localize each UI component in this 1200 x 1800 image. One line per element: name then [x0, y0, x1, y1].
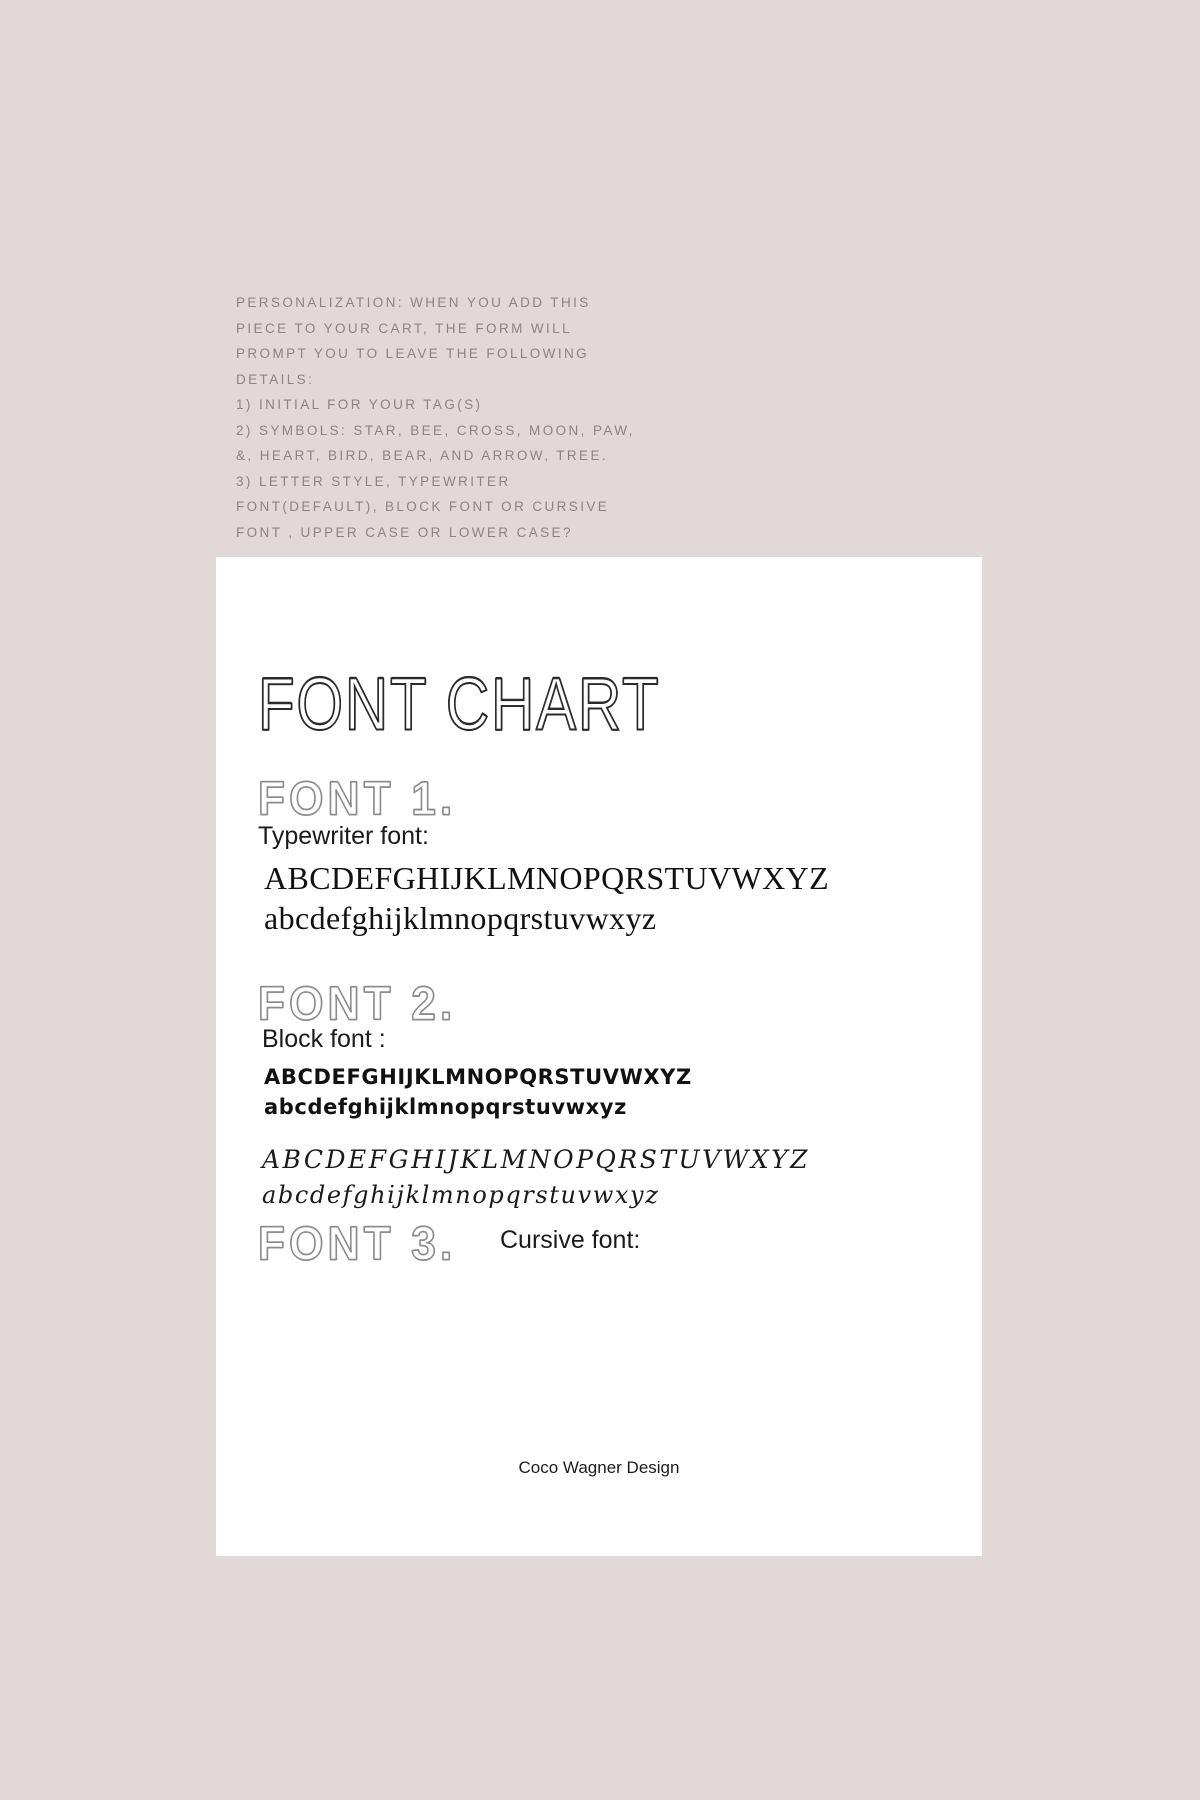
note-line: 2) SYMBOLS: STAR, BEE, CROSS, MOON, PAW, [236, 422, 635, 438]
font-1-badge: FONT 1. [258, 772, 457, 825]
note-line: 3) LETTER STYLE, TYPEWRITER [236, 473, 511, 489]
font-2-badge: FONT 2. [258, 977, 457, 1030]
note-line: FONT , UPPER CASE OR LOWER CASE? [236, 524, 573, 540]
page-title: FONT CHART [258, 663, 661, 746]
font-1-lowercase-sample: abcdefghijklmnopqrstuvwxyz [264, 900, 657, 936]
personalization-note [236, 290, 776, 545]
note-line: &, HEART, BIRD, BEAR, AND ARROW, TREE. [236, 448, 609, 463]
note-line: FONT(DEFAULT), BLOCK FONT OR CURSIVE [236, 499, 610, 514]
note-line: 1) INITIAL FOR YOUR TAG(S) [236, 397, 483, 412]
font-1-uppercase-sample: ABCDEFGHIJKLMNOPQRSTUVWXYZ [264, 860, 830, 896]
font-3-label: Cursive font: [500, 1226, 641, 1254]
note-line: DETAILS: [236, 371, 315, 387]
note-line: PIECE TO YOUR CART, THE FORM WILL [236, 320, 573, 336]
font-2-label: Block font : [262, 1025, 386, 1053]
font-2-uppercase-sample: ABCDEFGHIJKLMNOPQRSTUVWXYZ [264, 1065, 692, 1089]
footer-credit: Coco Wagner Design [518, 1458, 680, 1477]
font-1-label: Typewriter font: [258, 822, 429, 850]
font-chart-card [216, 557, 982, 1556]
font-3-badge: FONT 3. [258, 1217, 457, 1270]
font-3-lowercase-sample: abcdefghijklmnopqrstuvwxyz [262, 1181, 660, 1209]
note-line: PERSONALIZATION: WHEN YOU ADD THIS [236, 295, 591, 310]
note-line: PROMPT YOU TO LEAVE THE FOLLOWING [236, 346, 590, 361]
font-2-lowercase-sample: abcdefghijklmnopqrstuvwxyz [264, 1095, 627, 1119]
font-3-uppercase-sample: ABCDEFGHIJKLMNOPQRSTUVWXYZ [262, 1145, 811, 1174]
